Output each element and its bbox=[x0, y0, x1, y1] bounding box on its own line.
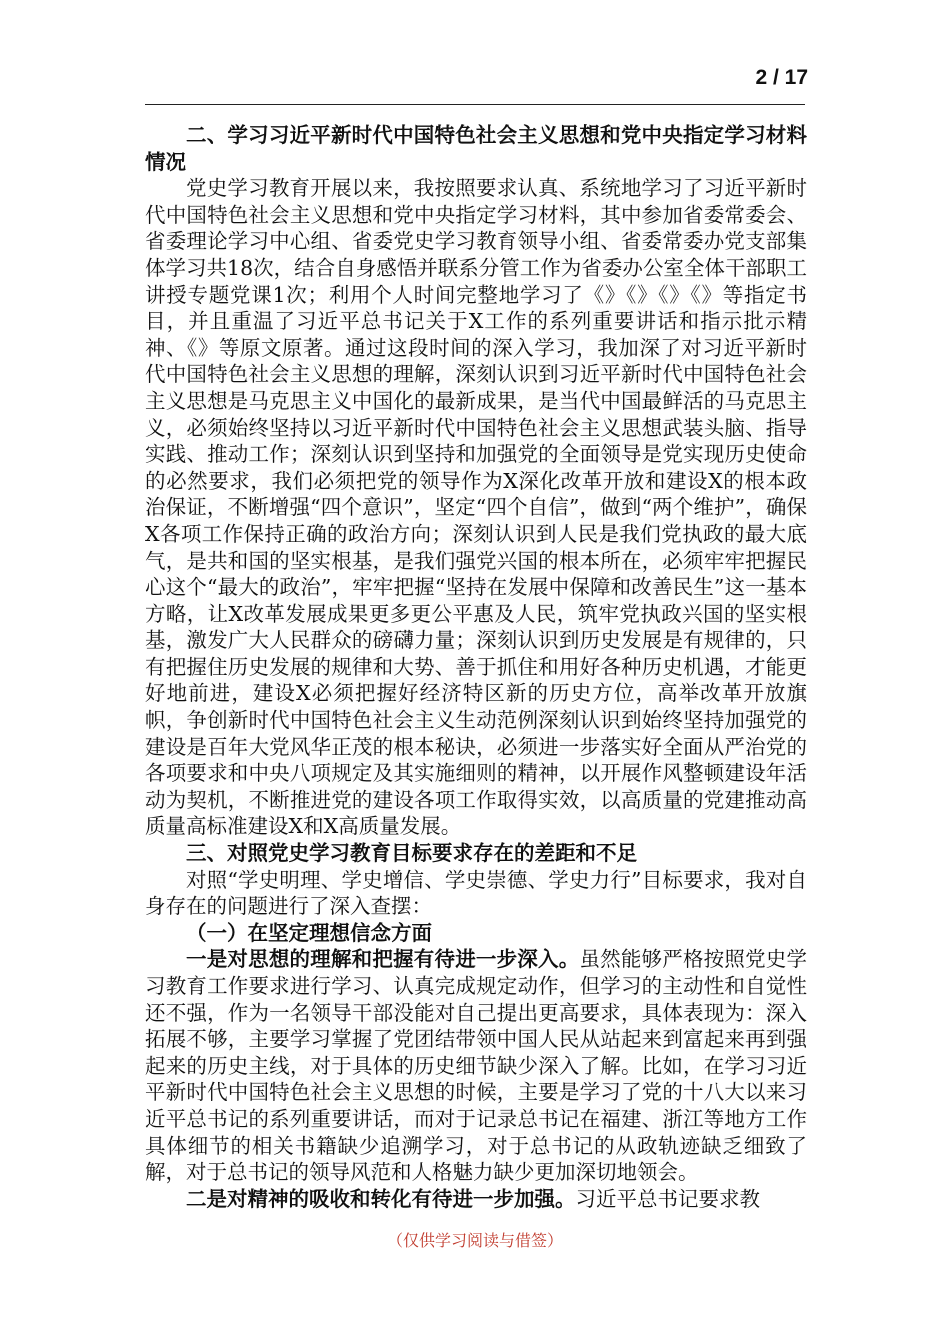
header-divider bbox=[145, 104, 805, 105]
footer-note: （仅供学习阅读与借签） bbox=[386, 1231, 563, 1250]
paragraph-self-check-intro: 对照“学史明理、学史增信、学史崇德、学史力行”目标要求，我对自身存在的问题进行了深入查摆： bbox=[145, 867, 807, 919]
paragraph-study-summary: 党史学习教育开展以来，我按照要求认真、系统地学习了习近平新时代中国特色社会主义思想和党中央指定学习材料，其中参加省委常委会、省委理论学习中心组、省委党史学习教育领导小组、省委常委办党支部集体学习共18次，结合自身感悟并联系分管工作为省委办公室全体干部职工讲授专题党课1次；利用个人时间完整地学习了《》《》《》《》等指定书目，并且重温了习近平总书记关于X工作的系列重要讲话和指示批示精神、《》等原文原著。通过这段时间的深入学习，我加深了对习近平新时代中国特色社会主义思想的理解，深刻认识到习近平新时代中国特色社会主义思想是马克思主义中国化的最新成果，是当代中国最鲜活的马克思主义，必须始终坚持以习近平新时代中国特色社会主义思想武装头脑、指导实践、推动工作；深刻认识到坚持和加强党的全面领导是党实现历史使命的必然要求，我们必须把党的领导作为X深化改革开放和建设X的根本政治保证，不断增强“四个意识”，坚定“四个自信”，做到“两个维护”，确保X各项工作保持正确的政治方向；深刻认识到人民是我们党执政的最大底气，是共和国的坚实根基，是我们强党兴国的根本所在，必须牢牢把握民心这个“最大的政治”，牢牢把握“坚持在发展中保障和改善民生”这一基本方略，让X改革发展成果更多更公平惠及人民，筑牢党执政兴国的坚实根基，激发广大人民群众的磅礴力量；深刻认识到历史发展是有规律的，只有把握住历史发展的规律和大势、善于抓住和用好各种历史机遇，才能更好地前进，建设X必须把握好经济特区新的历史方位，高举改革开放旗帜，争创新时代中国特色社会主义生动范例深刻认识到始终坚持加强党的建设是百年大党风华正茂的根本秘诀，必须进一步落实好全面从严治党的各项要求和中央八项规定及其实施细则的精神，以开展作风整顿建设年活动为契机，不断推进党的建设各项工作取得实效，以高质量的党建推动高质量高标准建设X和X高质量发展。 bbox=[145, 176, 807, 839]
section-heading-2: 二、学习习近平新时代中国特色社会主义思想和党中央指定学习材料情况 bbox=[145, 123, 807, 174]
point-1-body: 虽然能够严格按照党史学习教育工作要求进行学习、认真完成规定动作，但学习的主动性和自觉性还不强，作为一名领导干部没能对自己提出更高要求，具体表现为：深入拓展不够，主要学习掌握了党团结带领中国人民从站起来到富起来再到强起来的历史主线，对于具体的历史细节缺少深入了解。比如，在学习习近平新时代中国特色社会主义思想的时候，主要是学习了党的十八大以来习近平总书记的系列重要讲话，而对于记录总书记在福建、浙江等地方工作具体细节的相关书籍缺少追溯学习，对于总书记的从政轨迹缺乏细致了解，对于总书记的领导风范和人格魅力缺少更加深切地领会。 bbox=[145, 947, 808, 1185]
point-2-body: 习近平总书记要求教 bbox=[575, 1186, 760, 1211]
point-1-lead: 一是对思想的理解和把握有待进一步深入。 bbox=[186, 947, 580, 972]
section-heading-3: 三、对照党史学习教育目标要求存在的差距和不足 bbox=[186, 841, 637, 866]
page-number: 2 / 17 bbox=[755, 66, 808, 89]
document-body bbox=[145, 122, 807, 1212]
subsection-heading-1: （一）在坚定理想信念方面 bbox=[186, 920, 432, 945]
point-2-lead: 二是对精神的吸收和转化有待进一步加强。 bbox=[186, 1186, 576, 1211]
paragraph-point-1 bbox=[145, 946, 807, 1185]
paragraph-point-2 bbox=[145, 1186, 807, 1213]
